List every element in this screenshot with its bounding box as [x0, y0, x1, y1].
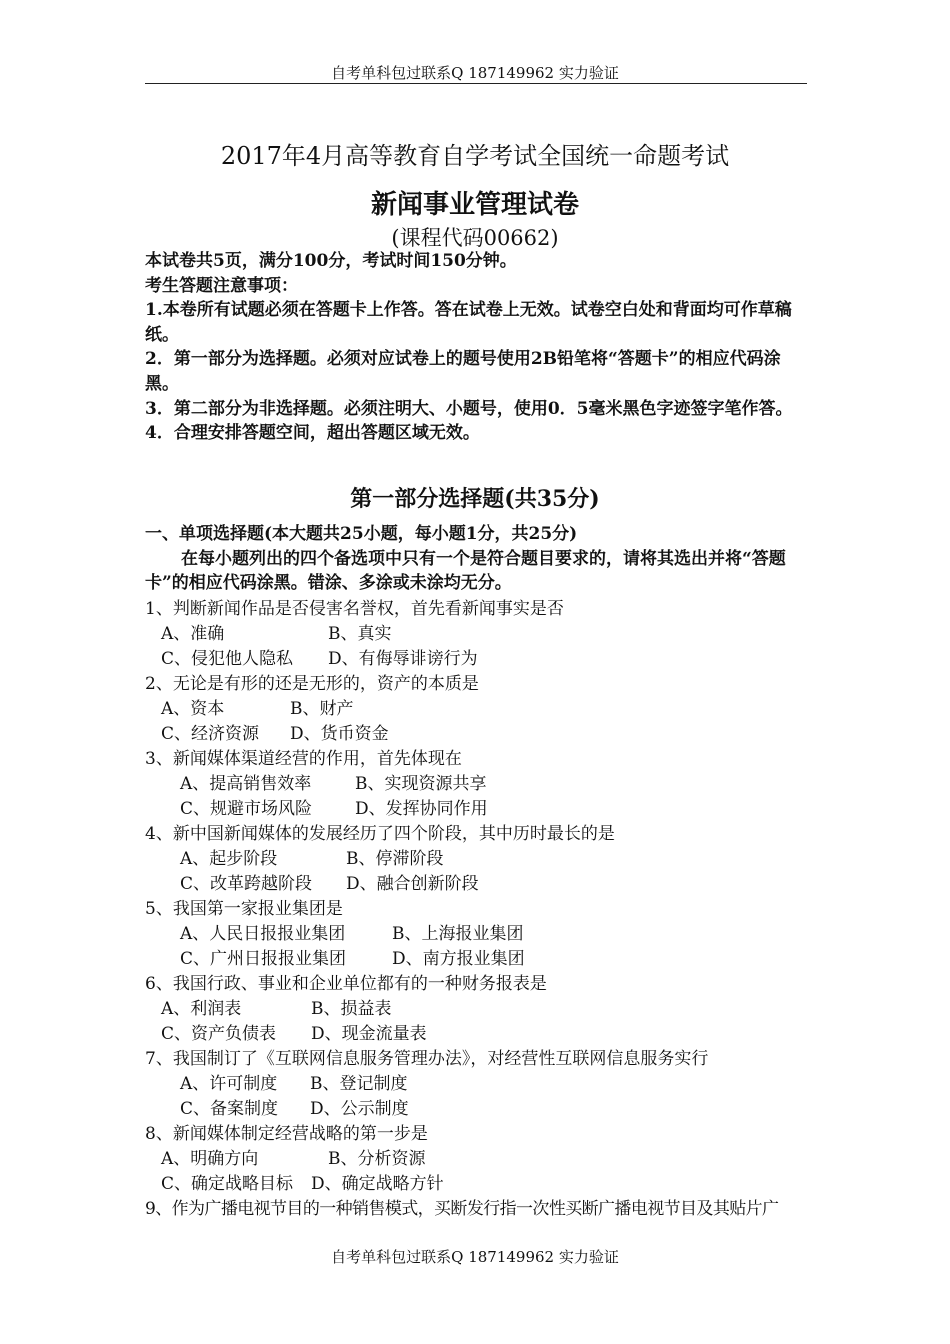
- question-stem: 4、新中国新闻媒体的发展经历了四个阶段，其中历时最长的是: [145, 824, 615, 844]
- option-d: D、公示制度: [310, 1099, 409, 1119]
- option-a: A、明确方向: [161, 1149, 259, 1169]
- answer-instruction: 在每小题列出的四个备选项中只有一个是符合题目要求的，请将其选出并将“答题卡”的相应代码涂黑。错涂、多涂或未涂均无分。: [145, 548, 786, 594]
- part-heading: 一、单项选择题(本大题共25小题，每小题1分，共25分): [145, 524, 578, 544]
- option-b: B、停滞阶段: [346, 849, 444, 869]
- question-7: [145, 1047, 815, 1122]
- option-d: D、有侮辱诽谤行为: [328, 649, 478, 669]
- option-c: C、侵犯他人隐私: [161, 649, 294, 669]
- option-b: B、财产: [290, 699, 354, 719]
- question-9: [145, 1197, 815, 1222]
- option-row: [145, 997, 815, 1022]
- option-b: B、上海报业集团: [392, 924, 524, 944]
- option-a: A、利润表: [161, 999, 242, 1019]
- notes-heading: 考生答题注意事项：: [145, 275, 298, 296]
- question-stem: 2、无论是有形的还是无形的，资产的本质是: [145, 674, 479, 694]
- exam-title: 2017年4月高等教育自学考试全国统一命题考试: [220, 142, 730, 170]
- option-a: A、许可制度: [180, 1074, 278, 1094]
- option-c: C、广州日报报业集团: [180, 949, 347, 969]
- option-d: D、融合创新阶段: [346, 874, 479, 894]
- page-footer: 自考单科包过联系Q 187149962 实力验证: [331, 1248, 619, 1266]
- question-5: [145, 897, 815, 972]
- option-d: D、货币资金: [290, 724, 389, 744]
- option-a: A、资本: [161, 699, 225, 719]
- option-row: [145, 1022, 815, 1047]
- option-a: A、人民日报报业集团: [180, 924, 346, 944]
- option-row: [145, 1147, 815, 1172]
- option-row: [145, 872, 815, 897]
- question-stem: 3、新闻媒体渠道经营的作用，首先体现在: [145, 749, 462, 769]
- header-rule: [145, 83, 807, 84]
- option-b: B、损益表: [311, 999, 392, 1019]
- page-header: 自考单科包过联系Q 187149962 实力验证: [331, 64, 619, 82]
- option-c: C、确定战略目标: [161, 1174, 294, 1194]
- option-row: [145, 647, 815, 672]
- question-3: [145, 747, 815, 822]
- option-b: B、实现资源共享: [355, 774, 487, 794]
- question-list: [145, 597, 815, 1222]
- question-stem: 6、我国行政、事业和企业单位都有的一种财务报表是: [145, 974, 547, 994]
- option-d: D、确定战略方针: [311, 1174, 444, 1194]
- note-item: 2．第一部分为选择题。必须对应试卷上的题号使用2B铅笔将“答题卡”的相应代码涂黑。: [145, 349, 781, 394]
- option-c: C、经济资源: [161, 724, 260, 744]
- exam-notes: [145, 249, 810, 446]
- option-row: [145, 697, 815, 722]
- note-item: 3．第二部分为非选择题。必须注明大、小题号，使用0．5毫米黑色字迹签字笔作答。: [145, 398, 793, 419]
- option-row: [145, 1172, 815, 1197]
- option-row: [145, 947, 815, 972]
- question-stem: 5、我国第一家报业集团是: [145, 899, 343, 919]
- section-instructions: [145, 522, 810, 596]
- option-row: [145, 1072, 815, 1097]
- course-code: (课程代码00662): [391, 226, 559, 250]
- option-c: C、资产负债表: [161, 1024, 277, 1044]
- option-b: B、真实: [328, 624, 392, 644]
- question-4: [145, 822, 815, 897]
- option-c: C、备案制度: [180, 1099, 279, 1119]
- paper-title: 新闻事业管理试卷: [370, 190, 579, 220]
- option-b: B、登记制度: [310, 1074, 408, 1094]
- option-row: [145, 847, 815, 872]
- note-item: 4．合理安排答题空间，超出答题区域无效。: [145, 423, 480, 444]
- option-a: A、准确: [161, 624, 225, 644]
- question-2: [145, 672, 815, 747]
- option-b: B、分析资源: [328, 1149, 426, 1169]
- option-c: C、改革跨越阶段: [180, 874, 313, 894]
- question-8: [145, 1122, 815, 1197]
- note-item: 1.本卷所有试题必须在答题卡上作答。答在试卷上无效。试卷空白处和背面均可作草稿纸。: [145, 300, 792, 345]
- question-stem: 8、新闻媒体制定经营战略的第一步是: [145, 1124, 428, 1144]
- option-a: A、提高销售效率: [180, 774, 312, 794]
- exam-summary: 本试卷共5页，满分100分，考试时间150分钟。: [145, 251, 517, 271]
- option-row: [145, 772, 815, 797]
- option-row: [145, 922, 815, 947]
- option-d: D、发挥协同作用: [355, 799, 488, 819]
- question-stem: 7、我国制订了《互联网信息服务管理办法》，对经营性互联网信息服务实行: [145, 1049, 709, 1069]
- question-stem: 9、作为广播电视节目的一种销售模式，买断发行指一次性买断广播电视节目及其贴片广: [145, 1199, 779, 1219]
- option-d: D、南方报业集团: [392, 949, 525, 969]
- question-1: [145, 597, 815, 672]
- option-row: [145, 797, 815, 822]
- option-row: [145, 1097, 815, 1122]
- option-a: A、起步阶段: [180, 849, 278, 869]
- section-title: 第一部分选择题(共35分): [350, 486, 600, 512]
- question-6: [145, 972, 815, 1047]
- option-row: [145, 622, 815, 647]
- question-stem: 1、判断新闻作品是否侵害名誉权，首先看新闻事实是否: [145, 599, 564, 619]
- option-c: C、规避市场风险: [180, 799, 313, 819]
- option-d: D、现金流量表: [311, 1024, 427, 1044]
- option-row: [145, 722, 815, 747]
